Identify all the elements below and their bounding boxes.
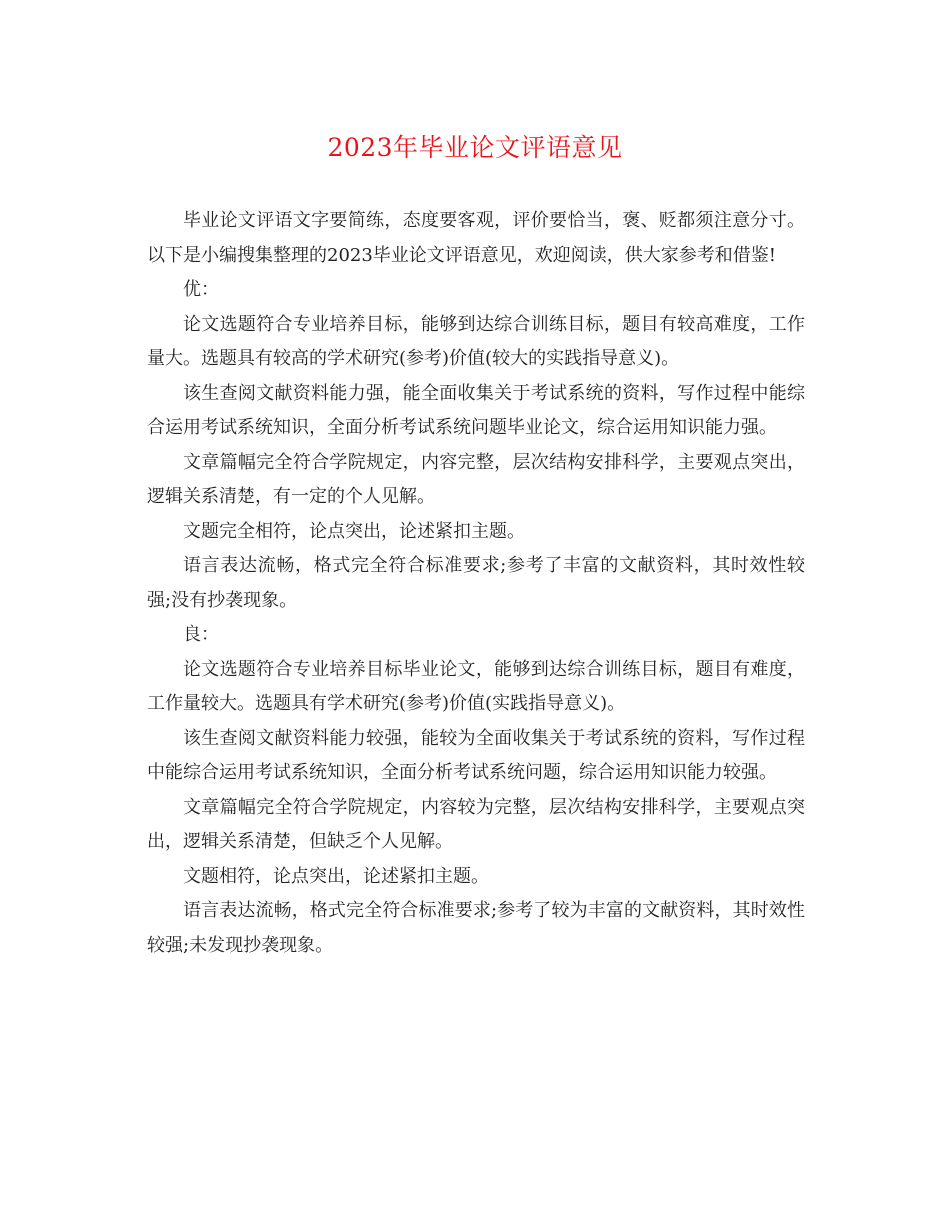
- section-heading-excellent: 优：: [183, 279, 219, 300]
- paragraph: 语言表达流畅，格式完全符合标准要求;参考了丰富的文献资料，其时效性较强;没有抄袭现象。: [147, 555, 805, 611]
- paragraph: 文题完全相符，论点突出，论述紧扣主题。: [183, 520, 525, 542]
- section-heading-good: 良：: [183, 624, 219, 645]
- paragraph: 论文选题符合专业培养目标毕业论文，能够到达综合训练目标，题目有难度，工作量较大。选题具有学术研究(参考)价值(实践指导意义)。: [147, 658, 805, 714]
- paragraph: 论文选题符合专业培养目标，能够到达综合训练目标，题目有较高难度，工作量大。选题具有较高的学术研究(参考)价值(较大的实践指导意义)。: [147, 313, 805, 369]
- document-body: [147, 204, 805, 963]
- paragraph: 语言表达流畅，格式完全符合标准要求;参考了较为丰富的文献资料，其时效性较强;未发现抄袭现象。: [147, 900, 805, 956]
- paragraph: 文题相符，论点突出，论述紧扣主题。: [183, 865, 489, 887]
- paragraph: 文章篇幅完全符合学院规定，内容完整，层次结构安排科学，主要观点突出，逻辑关系清楚，有一定的个人见解。: [147, 451, 805, 507]
- paragraph: 该生查阅文献资料能力强，能全面收集关于考试系统的资料，写作过程中能综合运用考试系统知识，全面分析考试系统问题毕业论文，综合运用知识能力强。: [147, 382, 805, 438]
- paragraph: 文章篇幅完全符合学院规定，内容较为完整，层次结构安排科学，主要观点突出，逻辑关系清楚，但缺乏个人见解。: [147, 796, 805, 852]
- paragraph-intro: 毕业论文评语文字要简练，态度要客观，评价要恰当，褒、贬都须注意分寸。以下是小编搜集整理的2023毕业论文评语意见，欢迎阅读，供大家参考和借鉴!: [147, 210, 805, 266]
- document-title: 2023年毕业论文评语意见: [327, 133, 623, 162]
- paragraph: 该生查阅文献资料能力较强，能较为全面收集关于考试系统的资料，写作过程中能综合运用考试系统知识，全面分析考试系统问题，综合运用知识能力较强。: [147, 727, 805, 783]
